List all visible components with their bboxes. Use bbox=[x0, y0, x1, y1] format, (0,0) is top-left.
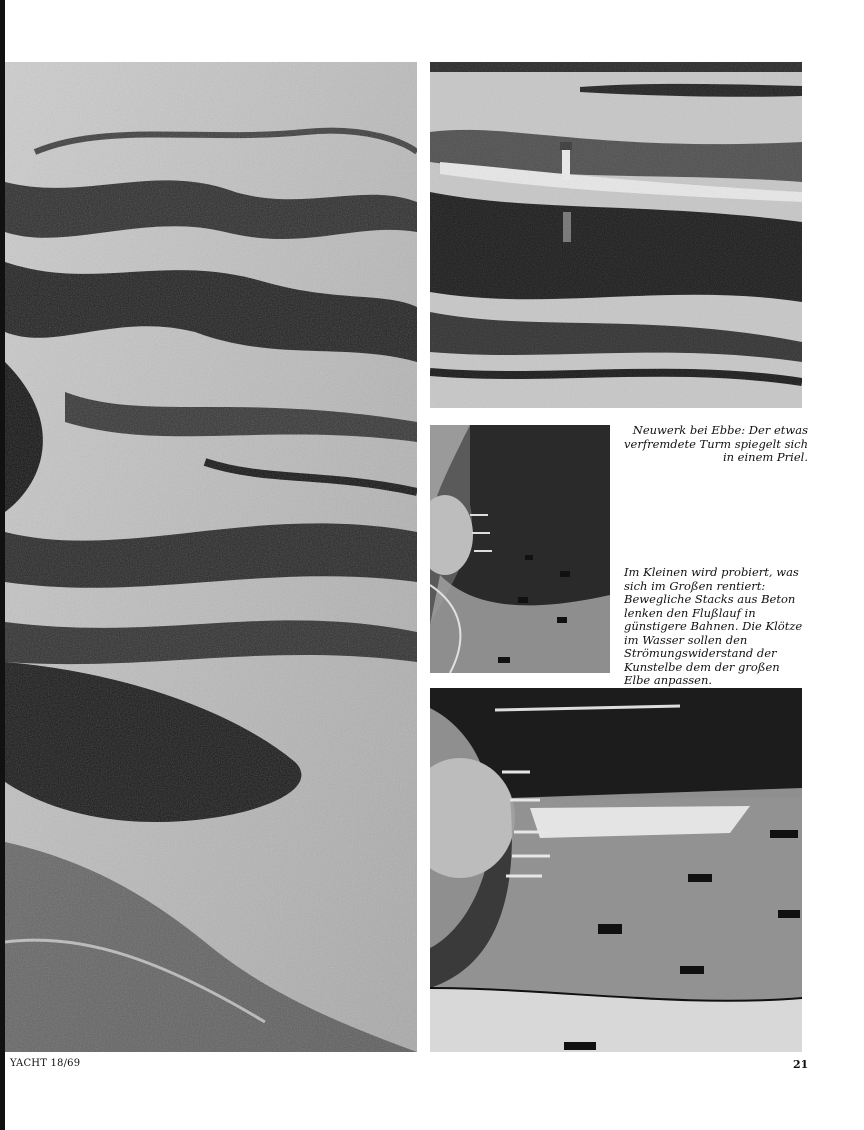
river-model-small-photo bbox=[430, 425, 610, 673]
publication-issue: YACHT 18/69 bbox=[10, 1058, 81, 1069]
tower-photo-caption: Neuwerk bei Ebbe: Der etwas verfremdete Turm spiegelt sich in einem Priel. bbox=[624, 423, 808, 464]
sand-ripples-photo bbox=[5, 62, 417, 1052]
river-model-caption: Im Kleinen wird probiert, was sich im Großen rentiert: Bewegliche Stacks aus Beton lenken den Flußlauf in günstigere Bahnen. Die Klötze im Wasser sollen den Strömungswiderstand der Kunstelbe dem der großen Elbe anpassen. bbox=[624, 565, 803, 687]
river-model-large-photo bbox=[430, 688, 802, 1052]
page-number: 21 bbox=[793, 1058, 809, 1071]
neuwerk-tower-photo bbox=[430, 62, 802, 408]
